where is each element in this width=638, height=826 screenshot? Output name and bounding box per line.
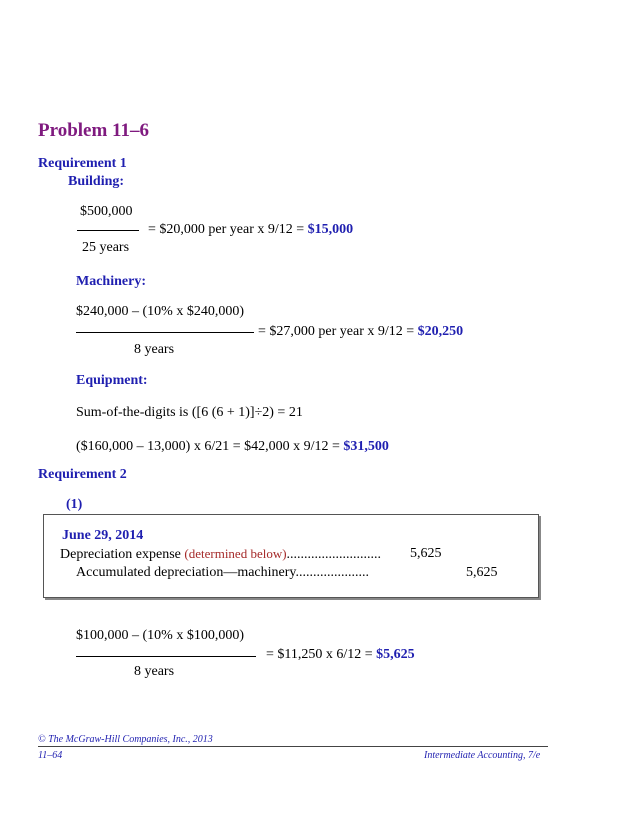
calc-numerator: $100,000 – (10% x $100,000)	[76, 628, 244, 643]
debit-dots: ...........................	[286, 547, 382, 562]
debit-amount: 5,625	[410, 546, 442, 561]
entry-date: June 29, 2014	[62, 528, 144, 543]
machinery-numerator: $240,000 – (10% x $240,000)	[76, 304, 244, 319]
footer-copyright: © The McGraw-Hill Companies, Inc., 2013	[38, 734, 213, 745]
equipment-sum-of-digits: Sum-of-the-digits is ([6 (6 + 1)]÷2) = 21	[76, 405, 303, 420]
building-result-text: = $20,000 per year x 9/12 =	[148, 222, 308, 237]
credit-line	[76, 565, 369, 581]
credit-dots: .....................	[295, 565, 369, 580]
part-1-label: (1)	[66, 497, 83, 512]
building-label: Building:	[68, 174, 125, 189]
building-fraction-bar	[77, 230, 139, 231]
equipment-result	[76, 439, 389, 455]
equipment-result-text: ($160,000 – 13,000) x 6/21 = $42,000 x 9/12 =	[76, 439, 344, 454]
debit-account: Depreciation expense	[60, 547, 185, 562]
credit-amount: 5,625	[466, 565, 498, 580]
machinery-label: Machinery:	[76, 274, 146, 289]
building-numerator: $500,000	[80, 204, 133, 219]
calc-result	[266, 647, 415, 663]
requirement-1-heading: Requirement 1	[38, 156, 127, 171]
calc-result-text: = $11,250 x 6/12 =	[266, 647, 377, 662]
page-title: Problem 11–6	[38, 120, 150, 141]
machinery-denominator: 8 years	[134, 342, 175, 357]
requirement-2-heading: Requirement 2	[38, 467, 127, 482]
footer-rule	[38, 746, 548, 747]
building-result-value: $15,000	[307, 222, 354, 237]
equipment-label: Equipment:	[76, 373, 148, 388]
building-result	[148, 222, 353, 238]
building-denominator: 25 years	[82, 240, 130, 255]
equipment-result-value: $31,500	[343, 439, 389, 454]
debit-note: (determined below)	[184, 546, 287, 561]
footer-book-title: Intermediate Accounting, 7/e	[424, 750, 541, 761]
machinery-result-value: $20,250	[417, 324, 464, 339]
machinery-fraction-bar	[76, 332, 254, 333]
calc-denominator: 8 years	[134, 664, 175, 679]
debit-line	[60, 546, 381, 563]
machinery-result	[258, 324, 463, 340]
footer-page-number: 11–64	[38, 750, 63, 761]
calc-result-value: $5,625	[376, 647, 415, 662]
calc-fraction-bar	[76, 656, 256, 657]
machinery-result-text: = $27,000 per year x 9/12 =	[258, 324, 418, 339]
credit-account: Accumulated depreciation—machinery	[76, 565, 296, 580]
